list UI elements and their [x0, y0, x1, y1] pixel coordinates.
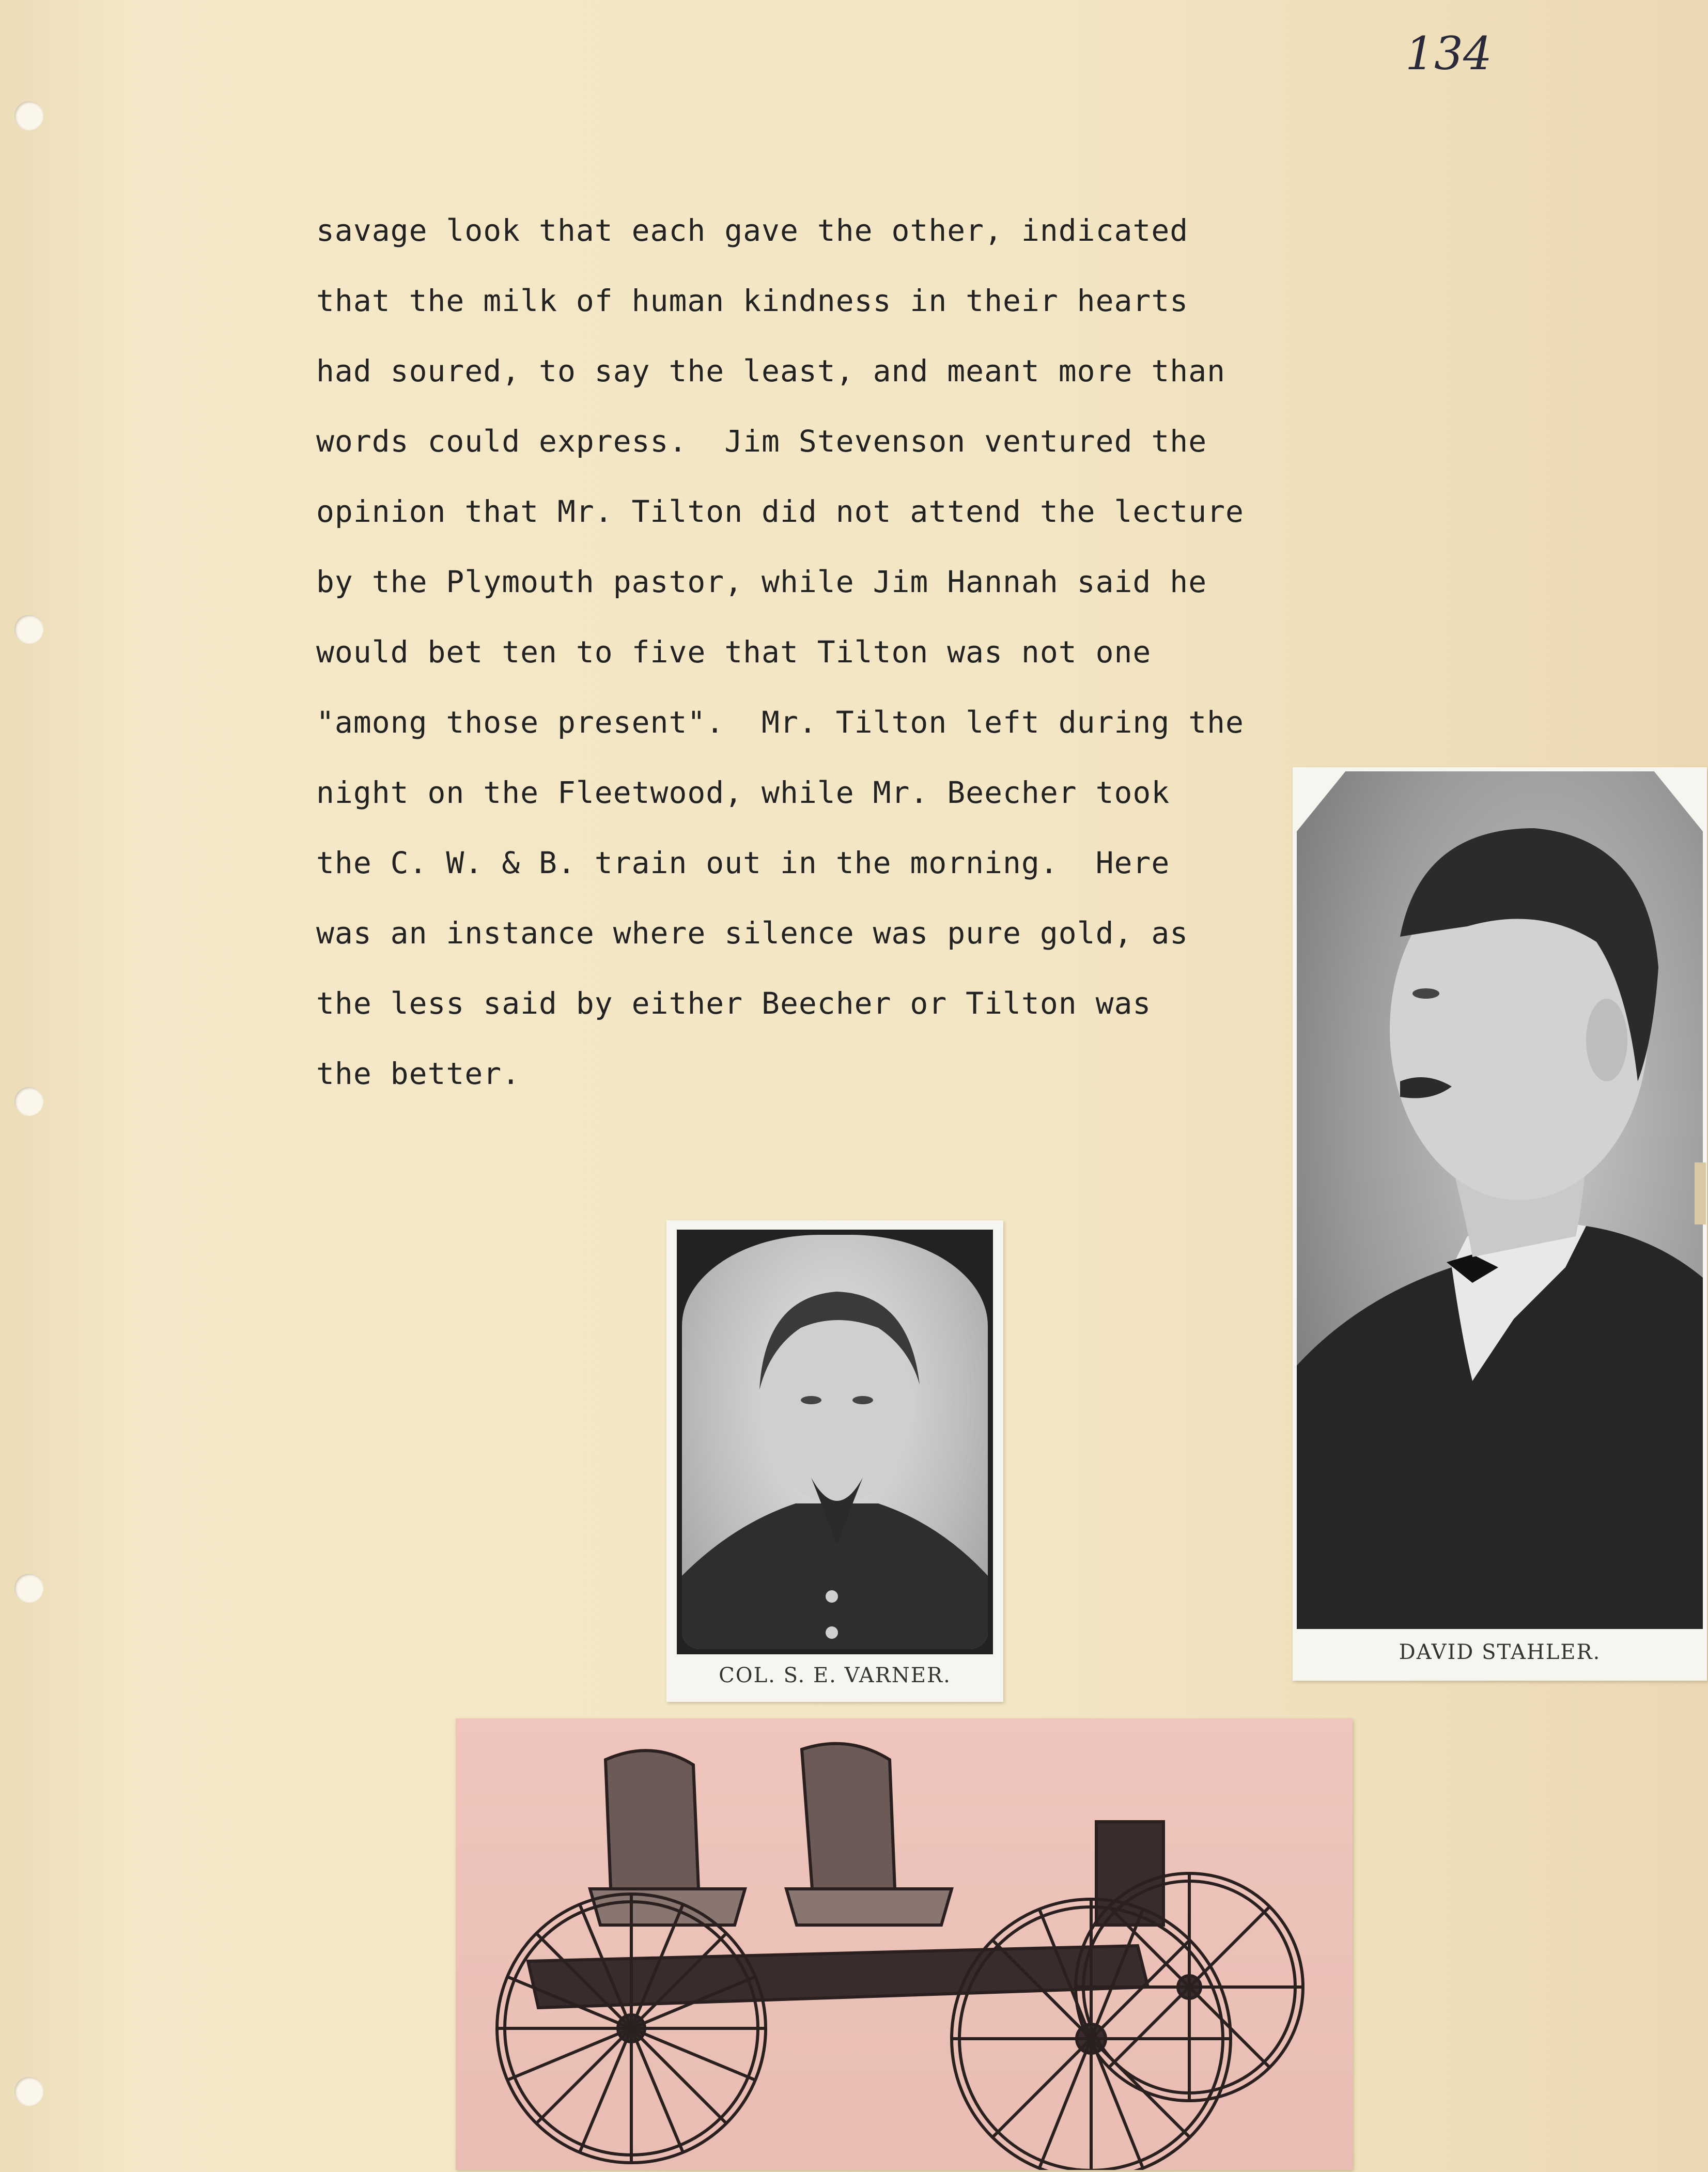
text-line: the better. [316, 1056, 521, 1091]
text-line: "among those present". Mr. Tilton left during the [316, 705, 1244, 740]
text-line: opinion that Mr. Tilton did not attend the lecture [316, 494, 1244, 529]
binder-hole [14, 615, 43, 644]
text-line: night on the Fleetwood, while Mr. Beecher took [316, 775, 1170, 810]
varner-portrait [682, 1235, 988, 1649]
varner-caption: COL. S. E. VARNER. [719, 1664, 951, 1687]
text-line: words could express. Jim Stevenson ventured the [316, 424, 1207, 459]
text-line: that the milk of human kindness in their hearts [316, 283, 1189, 318]
page-number: 134 [1405, 27, 1492, 80]
text-line: the C. W. & B. train out in the morning. Here [316, 845, 1170, 880]
carriage-engraving-clipping [456, 1718, 1353, 2170]
stahler-photo-clipping [1293, 767, 1707, 1681]
stahler-portrait [1297, 771, 1703, 1629]
varner-photo-frame [677, 1230, 993, 1654]
typed-text-block [316, 212, 1375, 1125]
text-line: the less said by either Beecher or Tilton was [316, 986, 1152, 1021]
stahler-caption: DAVID STAHLER. [1399, 1640, 1601, 1664]
text-line: by the Plymouth pastor, while Jim Hannah said he [316, 564, 1207, 599]
paper-clip-tab [1695, 1162, 1706, 1224]
text-line: savage look that each gave the other, indicated [316, 213, 1189, 248]
binder-hole [14, 2077, 43, 2106]
carriage-illustration [456, 1718, 1353, 2170]
binder-hole [14, 101, 43, 130]
binder-hole [14, 1087, 43, 1116]
text-line: had soured, to say the least, and meant more than [316, 353, 1226, 389]
binder-hole [14, 1574, 43, 1603]
text-line: was an instance where silence was pure gold, as [316, 916, 1189, 951]
text-line: would bet ten to five that Tilton was not one [316, 634, 1152, 670]
varner-photo-clipping [666, 1220, 1003, 1702]
